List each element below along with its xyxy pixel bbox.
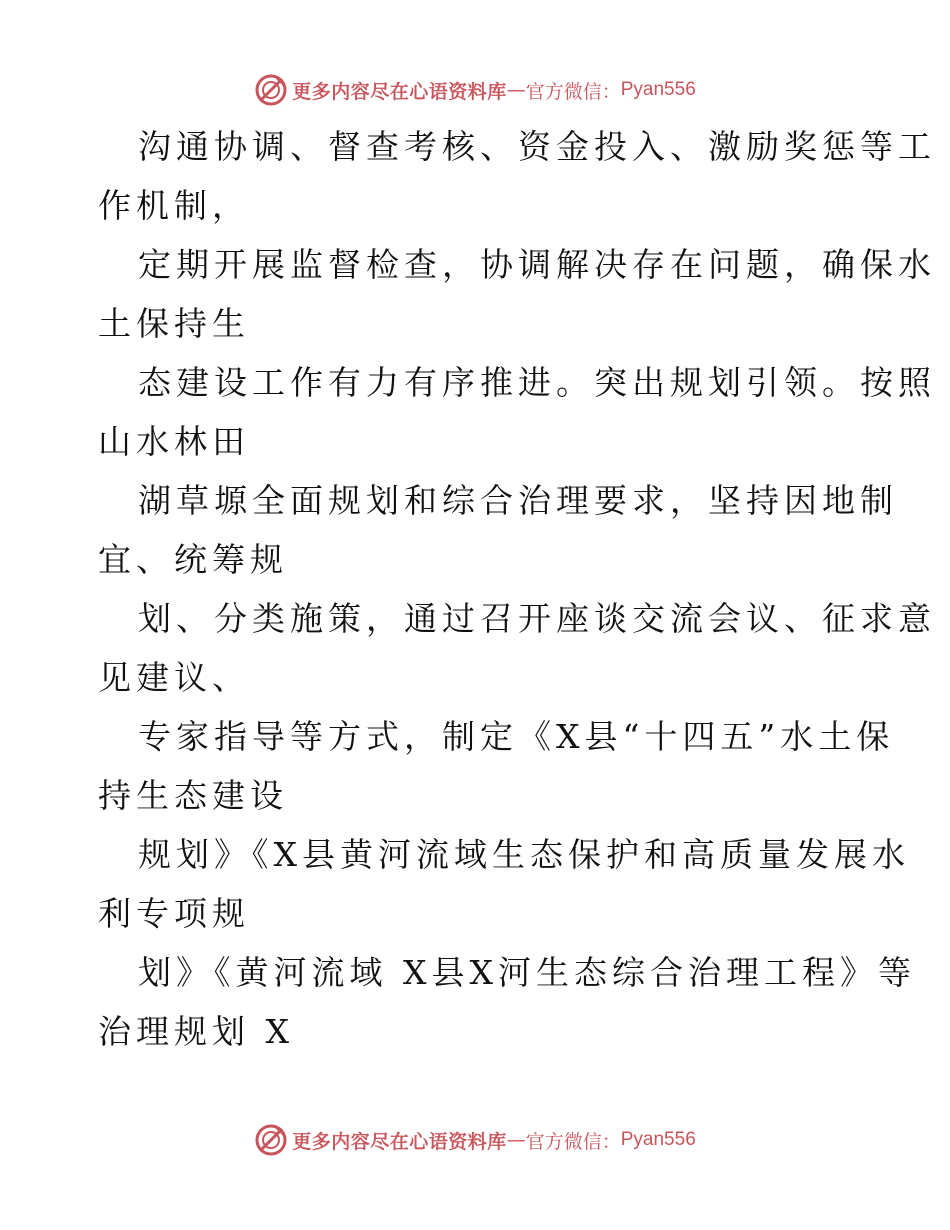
watermark-official-label: 官方微信： (525, 1130, 621, 1153)
body-line: 湖草塬全面规划和综合治理要求，坚持因地制 (138, 481, 898, 520)
body-line: 专家指导等方式，制定《X县“十四五”水土保 (138, 717, 895, 756)
watermark-separator: — (506, 1129, 526, 1151)
body-line: 划、分类施策，通过召开座谈交流会议、征求意 (138, 599, 936, 638)
body-line: 规划》《X县黄河流域生态保护和高质量发展水 (138, 835, 910, 874)
body-line: 沟通协调、督查考核、资金投入、激励奖惩等工 (138, 127, 936, 166)
body-line: 土保持生 (98, 304, 250, 343)
watermark-wechat-id: Pyan556 (620, 79, 696, 100)
header-watermark (0, 70, 950, 110)
body-line: 作机制， (98, 186, 250, 225)
body-line: 利专项规 (98, 894, 250, 933)
seal-logo-icon (254, 73, 288, 107)
watermark-wechat-id: Pyan556 (620, 1129, 696, 1150)
seal-logo-icon (254, 1123, 288, 1157)
body-line: 治理规划 X (98, 1012, 294, 1051)
body-line: 态建设工作有力有序推进。突出规划引领。按照 (138, 363, 936, 402)
watermark-official-label: 官方微信： (525, 80, 621, 103)
body-line: 山水林田 (98, 422, 250, 461)
watermark-separator: — (506, 79, 526, 101)
body-line: 宜、统筹规 (98, 540, 288, 579)
body-line: 定期开展监督检查，协调解决存在问题，确保水 (138, 245, 936, 284)
footer-watermark (0, 1120, 950, 1160)
body-line: 划》《黄河流域 X县X河生态综合治理工程》等 (138, 953, 916, 992)
body-line: 持生态建设 (98, 776, 288, 815)
body-line: 见建议、 (98, 658, 250, 697)
watermark-brand: 更多内容尽在心语资料库 (292, 80, 507, 103)
watermark-brand: 更多内容尽在心语资料库 (292, 1130, 507, 1153)
